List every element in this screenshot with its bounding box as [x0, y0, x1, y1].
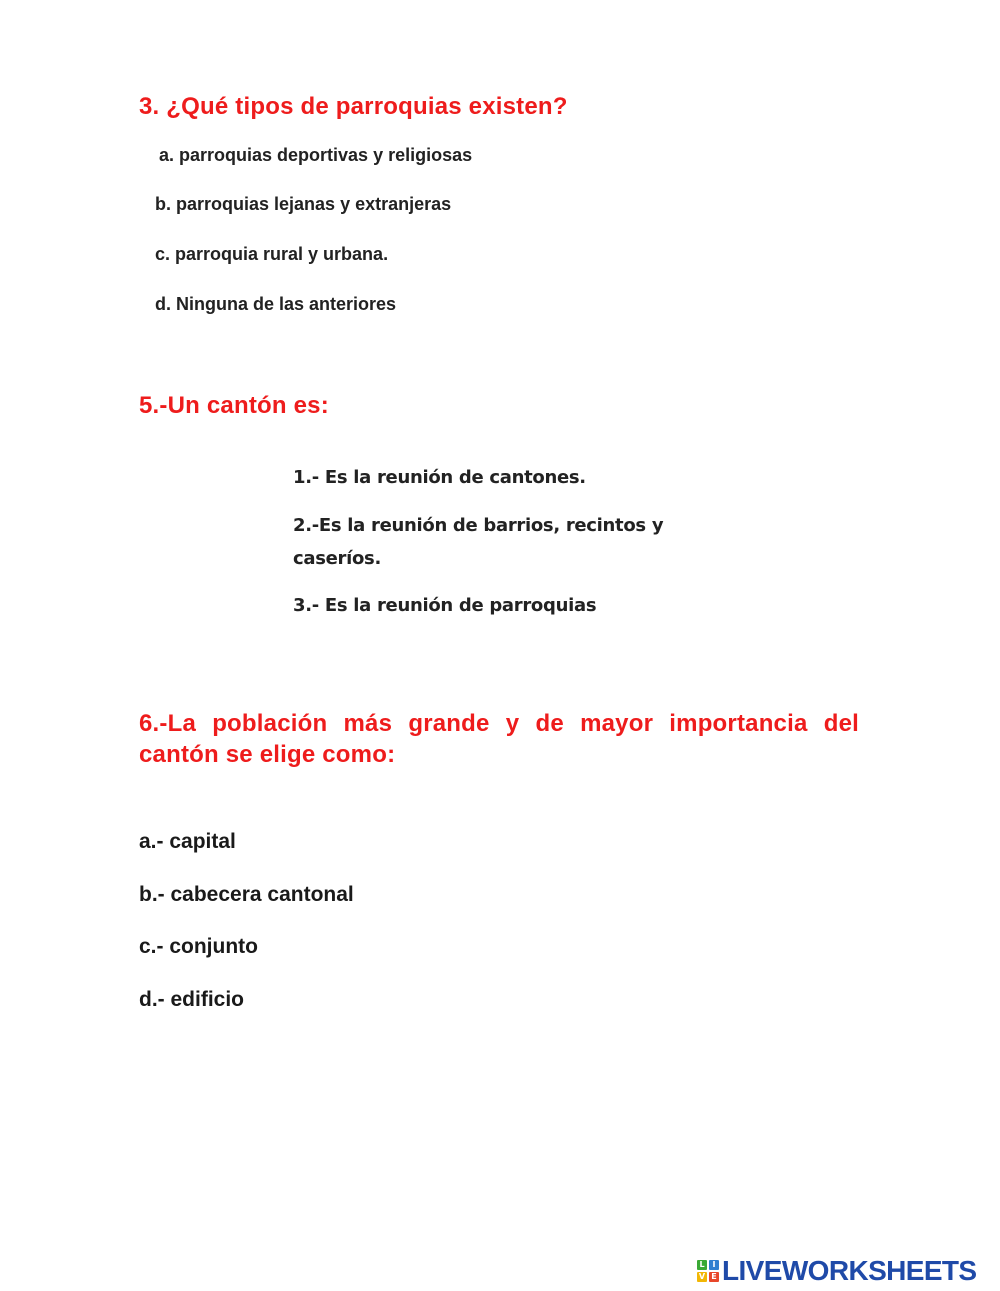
question-5-option-2-continued[interactable]: caseríos.: [293, 548, 382, 569]
question-3-option-c[interactable]: c. parroquia rural y urbana.: [155, 244, 389, 264]
question-6-option-a[interactable]: a.- capital: [139, 830, 236, 853]
liveworksheets-logo: [697, 1256, 977, 1286]
logo-block-v: V: [698, 1272, 706, 1281]
question-6-option-b[interactable]: b.- cabecera cantonal: [139, 883, 354, 906]
question-6-option-c[interactable]: c.- conjunto: [139, 935, 258, 958]
question-6-option-d[interactable]: d.- edificio: [139, 988, 244, 1011]
question-5-option-1[interactable]: 1.- Es la reunión de cantones.: [293, 467, 586, 488]
logo-text: LIVEWORKSHEETS: [722, 1255, 977, 1286]
question-5-option-2[interactable]: 2.-Es la reunión de barrios, recintos y: [293, 515, 664, 536]
logo-block-l: L: [697, 1260, 707, 1270]
question-5-title: 5.-Un cantón es:: [139, 392, 329, 419]
logo-block-i: I: [709, 1260, 719, 1270]
question-3-option-a[interactable]: a. parroquias deportivas y religiosas: [159, 145, 473, 165]
question-5-option-3[interactable]: 3.- Es la reunión de parroquias: [293, 595, 597, 616]
question-3-option-b[interactable]: b. parroquias lejanas y extranjeras: [155, 194, 452, 214]
logo-block-e: E: [709, 1272, 719, 1282]
logo-blocks-icon: [697, 1260, 719, 1282]
question-3-option-d[interactable]: d. Ninguna de las anteriores: [155, 294, 397, 314]
question-6-title: 6.-La población más grande y de mayor importancia del cantón se elige como:: [139, 710, 859, 768]
question-3-title: 3. ¿Qué tipos de parroquias existen?: [139, 93, 568, 120]
